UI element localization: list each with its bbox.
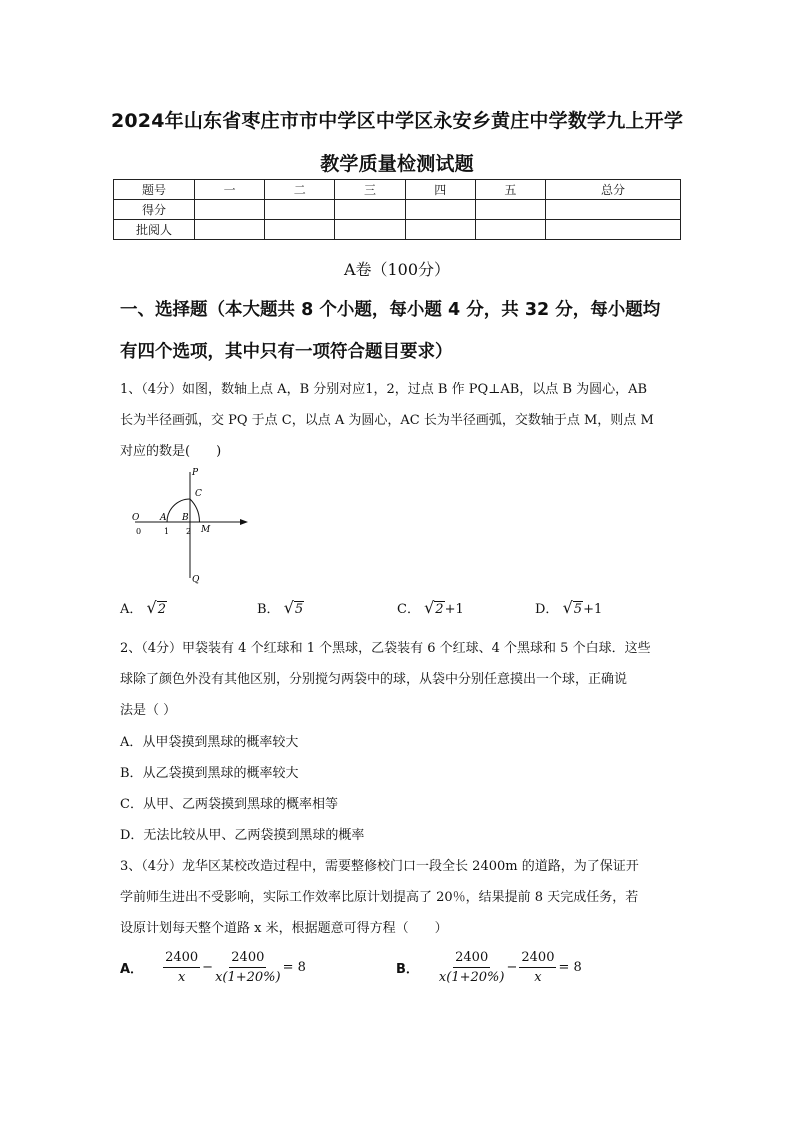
sqrt-expression [147,598,167,617]
label-q: Q [192,575,200,585]
score-cell [546,220,681,240]
number-line-arrow [240,519,248,525]
q3-text-line2: 学前师生进出不受影响，实际工作效率比原计划提高了 20％，结果提前 8 天完成任务，若 [120,890,639,905]
label-a: A [160,513,167,523]
option-label: C． [397,602,420,617]
score-table-row [114,220,681,240]
option-suffix: +1 [583,602,603,617]
sqrt-expression [424,598,444,617]
score-cell [195,200,265,220]
score-cell [265,200,335,220]
option-suffix: +1 [444,602,464,617]
arc-center-a [190,499,200,522]
equation-rhs: = 8 [282,960,306,975]
q2-option-d: D．无法比较从甲、乙两袋摸到黑球的概率 [120,828,365,843]
q2-text-line3: 法是（ ） [120,703,177,718]
score-table-row [114,200,681,220]
score-table [113,179,681,240]
q2-option-b: B．从乙袋摸到黑球的概率较大 [120,766,299,781]
fraction [439,950,505,985]
label-o: O [132,513,140,523]
score-header-cell: 三 [335,180,405,200]
equation-rhs: = 8 [558,960,582,975]
denominator: x(1+20%) [215,970,281,985]
score-cell [475,220,545,240]
radical-sign: √ [146,598,157,617]
score-header-cell: 五 [475,180,545,200]
option-label: A． [120,962,144,977]
fraction [519,950,556,985]
score-header-cell: 一 [195,180,265,200]
score-cell [546,200,681,220]
option-label: A． [120,602,143,617]
exam-title-line2: 教学质量检测试题 [320,153,474,175]
score-table-header-row [114,180,681,200]
numerator: 2400 [519,950,556,968]
numerator: 2400 [453,950,490,968]
radical-sign: √ [562,598,573,617]
fraction [163,950,200,985]
sqrt-expression [284,598,304,617]
score-cell [405,220,475,240]
q1-text-line2: 长为半径画弧，交 PQ 于点 C，以点 A 为圆心，AC 长为半径画弧，交数轴于点 M，则点 M [120,413,654,428]
radicand: 2 [435,602,444,617]
score-cell [335,200,405,220]
q1-option-c [397,598,464,617]
option-label: D． [535,602,559,617]
score-cell [195,220,265,240]
option-label: B． [257,602,280,617]
score-row-label: 批阅人 [114,220,195,240]
label-p: P [192,468,199,478]
q3-option-a [120,950,306,985]
exam-title-line1: 2024年山东省枣庄市市中学区中学区永安乡黄庄中学数学九上开学 [110,110,684,132]
q1-text-line1: 1、（4分）如图，数轴上点 A，B 分别对应1，2，过点 B 作 PQ⊥AB，以点 B 为圆心，AB [120,382,648,397]
radical-sign: √ [283,598,294,617]
tick-label-2: 2 [186,527,192,536]
number-line-figure [120,462,260,587]
option-label: B． [396,962,419,977]
radicand: 5 [573,602,583,617]
q2-option-c: C．从甲、乙两袋摸到黑球的概率相等 [120,797,338,812]
label-c: C [195,489,202,499]
section-heading-line2: 有四个选项，其中只有一项符合题目要求） [120,342,453,362]
label-b: B [182,513,189,523]
q1-option-b [257,598,304,617]
minus-sign: − [202,960,214,975]
q3-text-line1: 3、（4分）龙华区某校改造过程中，需要整修校门口一段全长 2400m 的道路，为了保证开 [120,859,639,874]
minus-sign: − [506,960,518,975]
q2-option-a: A．从甲袋摸到黑球的概率较大 [120,735,299,750]
radicand: 2 [157,602,167,617]
q1-option-a [120,598,167,617]
numerator: 2400 [229,950,266,968]
tick-label-0: 0 [136,527,142,536]
score-cell [265,220,335,240]
score-header-cell: 四 [405,180,475,200]
q1-text-line3: 对应的数是( ) [120,444,222,459]
volume-heading: A卷（100分） [343,260,451,279]
score-row-label: 得分 [114,200,195,220]
sqrt-expression [563,598,583,617]
score-header-cell: 二 [265,180,335,200]
tick-label-1: 1 [164,527,170,536]
label-m: M [201,525,211,535]
denominator: x(1+20%) [438,970,505,985]
q2-text-line1: 2、（4分）甲袋装有 4 个红球和 1 个黑球，乙袋装有 6 个红球、4 个黑球和 5 个白球．这些 [120,641,651,656]
q1-option-d [535,598,602,617]
denominator: x [177,970,186,985]
score-cell [475,200,545,220]
radical-sign: √ [424,598,435,617]
q2-text-line2: 球除了颜色外没有其他区别，分别搅匀两袋中的球，从袋中分别任意摸出一个球，正确说 [120,672,628,687]
fraction [215,950,281,985]
q3-option-b [396,950,582,985]
score-header-cell: 总分 [546,180,681,200]
numerator: 2400 [163,950,200,968]
section-heading-line1: 一、选择题（本大题共 8 个小题，每小题 4 分，共 32 分，每小题均 [120,300,661,320]
score-cell [405,200,475,220]
radicand: 5 [294,602,304,617]
score-cell [335,220,405,240]
q3-text-line3: 设原计划每天整个道路 x 米，根据题意可得方程（ ） [120,921,448,936]
score-header-cell: 题号 [114,180,195,200]
denominator: x [534,970,542,985]
